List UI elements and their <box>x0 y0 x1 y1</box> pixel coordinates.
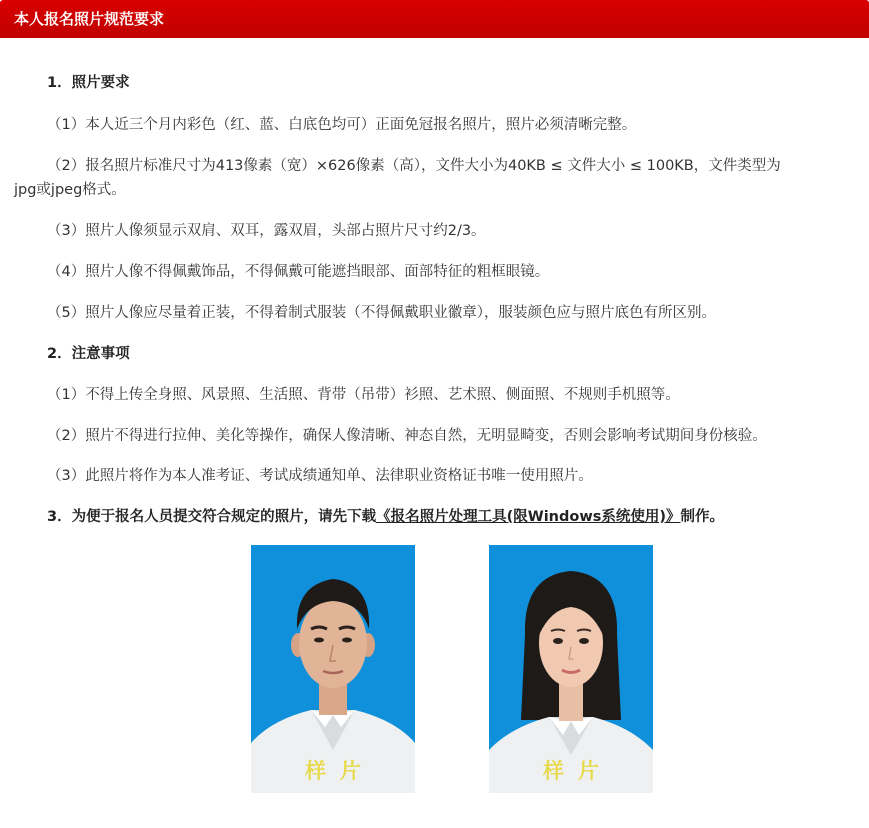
section-header <box>0 0 869 38</box>
download-prefix: 3．为便于报名人员提交符合规定的照片，请先下载 <box>47 509 377 525</box>
male-sample-photo <box>251 545 415 793</box>
download-instruction <box>47 507 724 527</box>
download-tool-link[interactable]: 《报名照片处理工具(限Windows系统使用)》 <box>376 509 681 525</box>
male-sample-label: 样片 <box>305 759 375 783</box>
female-sample-photo <box>489 545 653 793</box>
requirement-item-5: （5）照片人像应尽量着正装，不得着制式服装（不得佩戴职业徽章），服装颜色应与照片底色有所区别。 <box>47 305 716 321</box>
requirement-item-3: （3）照片人像须显示双肩、双耳，露双眉，头部占照片尺寸约2/3。 <box>47 223 486 239</box>
female-sample-label: 样片 <box>543 759 613 783</box>
note-item-1: （1）不得上传全身照、风景照、生活照、背带（吊带）衫照、艺术照、侧面照、不规则手机照等。 <box>47 387 680 403</box>
download-suffix: 制作。 <box>680 509 725 525</box>
requirement-item-2-continued: jpg或jpeg格式。 <box>14 182 126 198</box>
note-item-2: （2）照片不得进行拉伸、美化等操作，确保人像清晰、神态自然，无明显畸变，否则会影响考试期间身份核验。 <box>47 428 767 444</box>
note-item-3: （3）此照片将作为本人准考证、考试成绩通知单、法律职业资格证书唯一使用照片。 <box>47 468 593 484</box>
heading-photo-requirements: 1．照片要求 <box>47 75 130 91</box>
heading-notes: 2．注意事项 <box>47 346 130 362</box>
section-title: 本人报名照片规范要求 <box>14 10 165 28</box>
requirement-item-1: （1）本人近三个月内彩色（红、蓝、白底色均可）正面免冠报名照片，照片必须清晰完整。 <box>47 117 637 133</box>
requirement-item-4: （4）照片人像不得佩戴饰品，不得佩戴可能遮挡眼部、面部特征的粗框眼镜。 <box>47 264 550 280</box>
requirement-item-2: （2）报名照片标准尺寸为413像素（宽）×626像素（高），文件大小为40KB ≤ 文件大小 ≤ 100KB，文件类型为 <box>47 158 781 174</box>
